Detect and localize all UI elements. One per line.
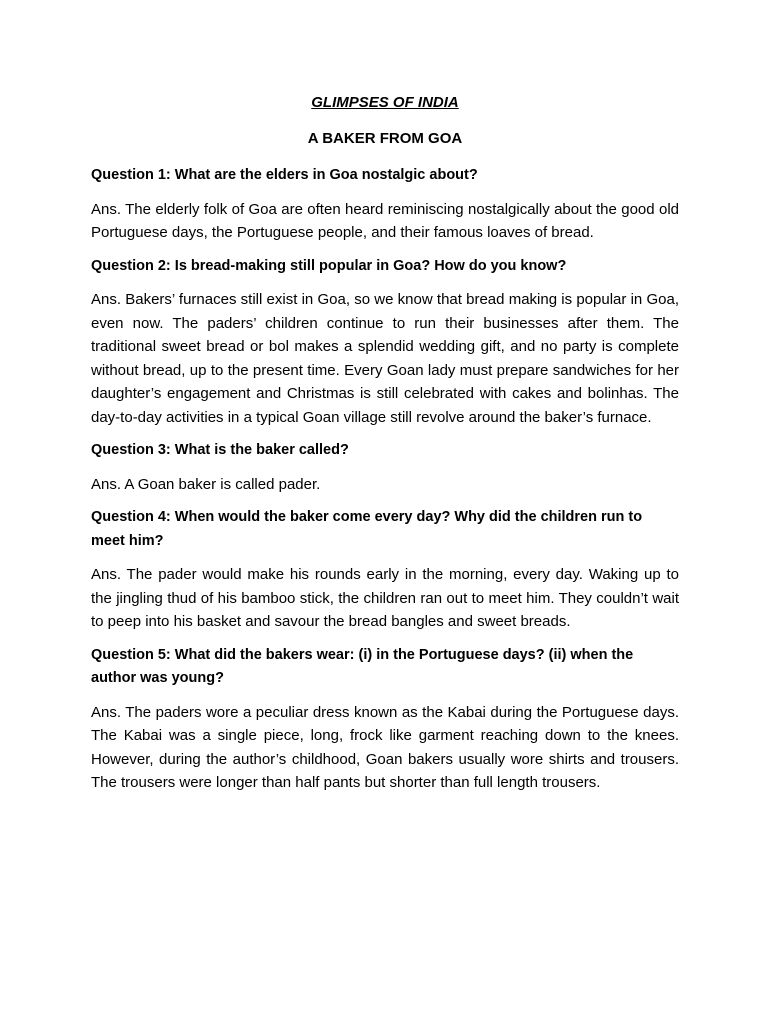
answer-5: Ans. The paders wore a peculiar dress known as the Kabai during the Portuguese days. The Kabai was a single piece, long, frock like garment reaching down to the knees. However, during the author’s childhood, Goan bakers usually wore shirts and trousers. The trousers were longer than half pants but shorter than full length trousers. bbox=[91, 703, 679, 791]
answer-1: Ans. The elderly folk of Goa are often heard reminiscing nostalgically about the good old Portuguese days, the Portuguese people, and their famous loaves of bread. bbox=[91, 200, 679, 241]
answer-4: Ans. The pader would make his rounds early in the morning, every day. Waking up to the jingling thud of his bamboo stick, the children ran out to meet him. They couldn’t wait to peep into his basket and savour the bread bangles and sweet breads. bbox=[91, 566, 679, 630]
document-title: GLIMPSES OF INDIA bbox=[311, 94, 459, 111]
question-3: Question 3: What is the baker called? bbox=[91, 442, 349, 458]
question-1: Question 1: What are the elders in Goa nostalgic about? bbox=[91, 167, 478, 183]
document-subtitle: A BAKER FROM GOA bbox=[307, 130, 463, 147]
question-2: Question 2: Is bread-making still popular in Goa? How do you know? bbox=[91, 257, 567, 274]
question-4: Question 4: When would the baker come every day? Why did the children run to meet him? bbox=[91, 509, 643, 549]
question-5: Question 5: What did the bakers wear: (i) in the Portuguese days? (ii) when the author was young? bbox=[91, 646, 634, 686]
answer-3: Ans. A Goan baker is called pader. bbox=[91, 475, 321, 493]
document-page bbox=[91, 93, 679, 805]
answer-2: Ans. Bakers’ furnaces still exist in Goa, so we know that bread making is popular in Goa, even now. The paders’ children continue to run their businesses after them. The traditional sweet bread or bol makes a splendid wedding gift, and no party is complete without bread, up to the present time. Every Goan lady must prepare sandwiches for her daughter’s engagement and Christmas is still celebrated with cakes and bolinhas. The day-to-day activities in a typical Goan village still revolve around the baker’s furnace. bbox=[91, 291, 679, 426]
